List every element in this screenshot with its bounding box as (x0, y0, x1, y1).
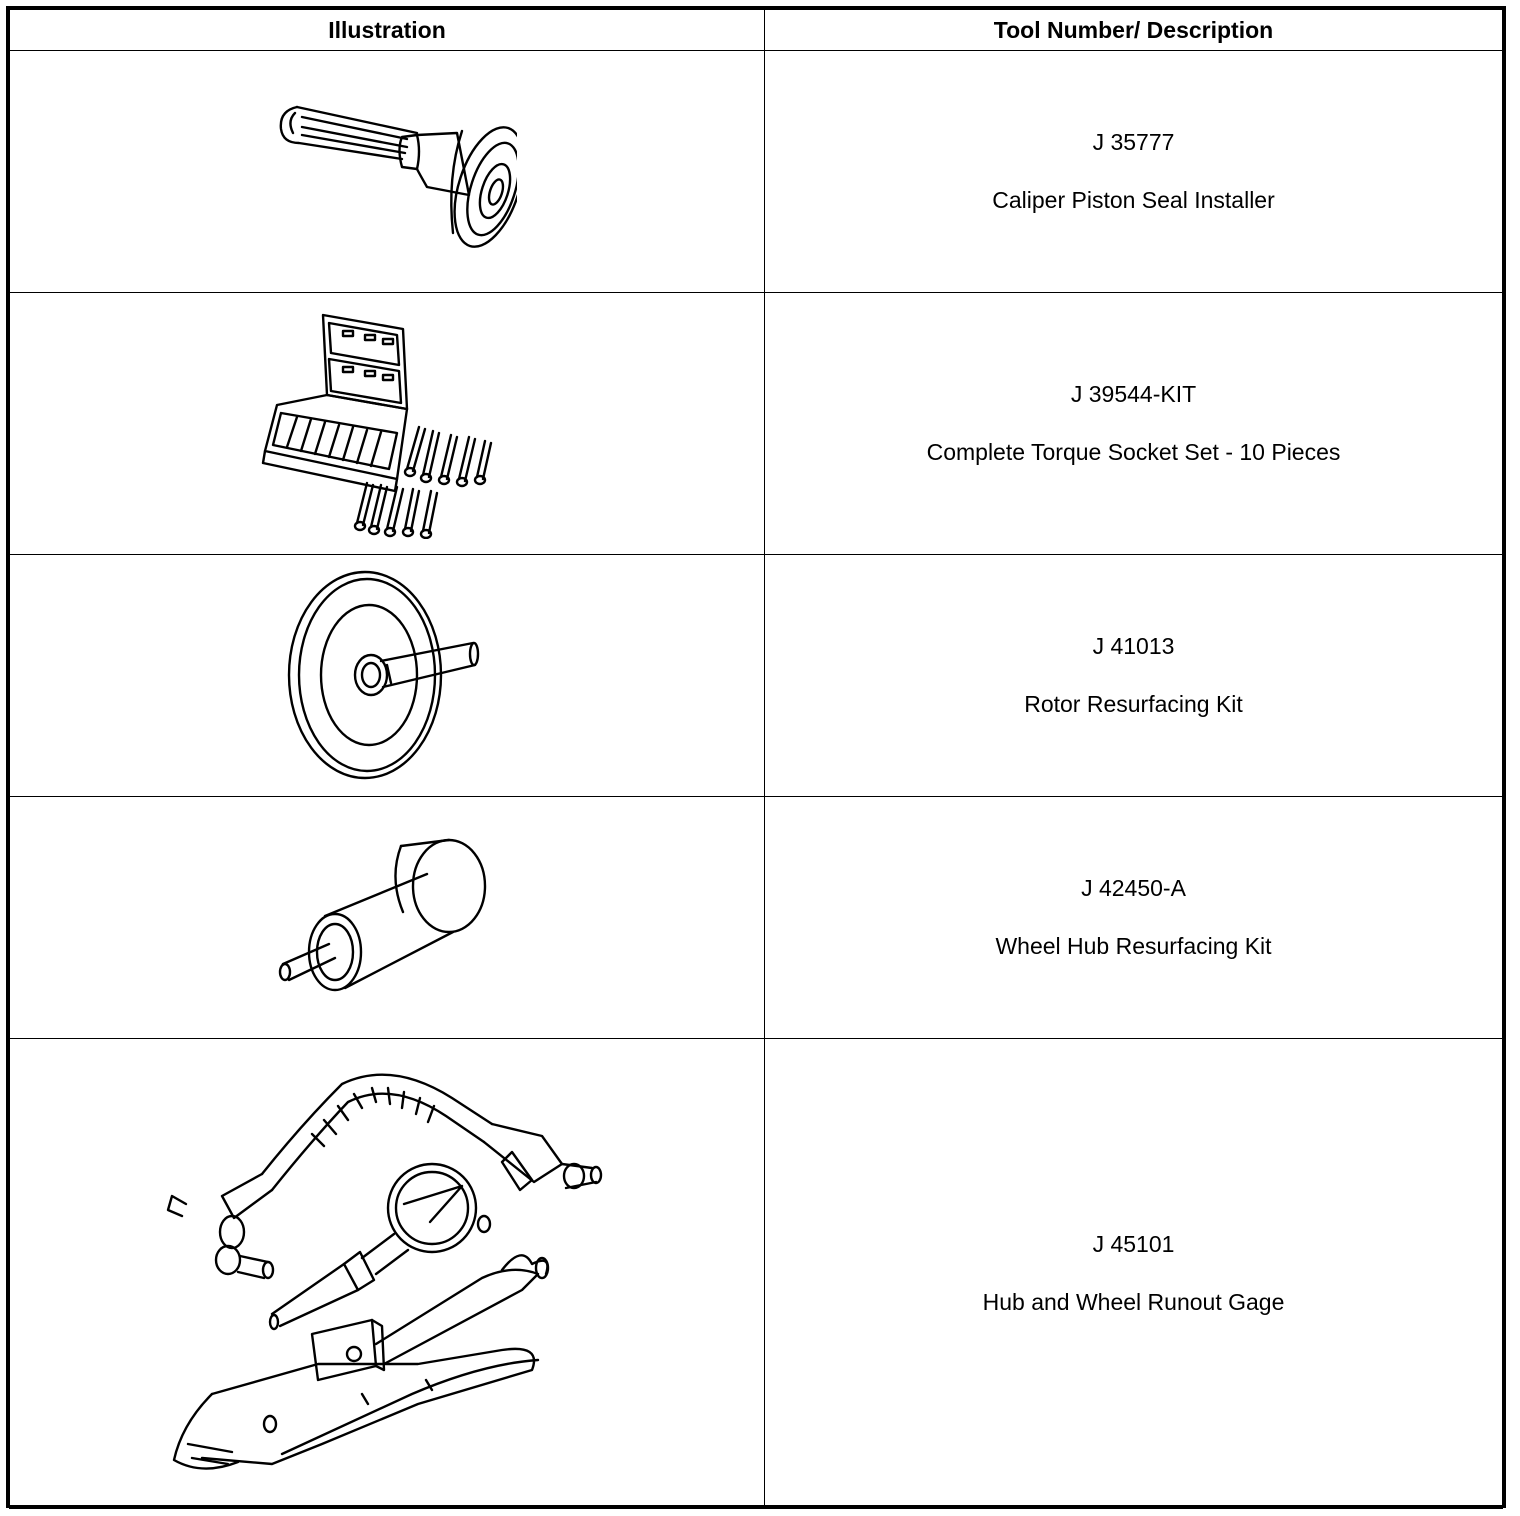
illustration-cell (10, 51, 765, 293)
tool-table (9, 9, 1503, 1509)
tool-number: J 39544-KIT (1070, 380, 1197, 407)
tool-description: Hub and Wheel Runout Gage (982, 1288, 1285, 1315)
runout-gage-icon (162, 1064, 612, 1484)
table-row (10, 1039, 1503, 1509)
seal-installer-icon (257, 77, 517, 267)
header-row (10, 10, 1503, 51)
header-illustration: Illustration (10, 10, 765, 51)
hub-resurfacing-icon (277, 838, 497, 998)
tool-number: J 45101 (1092, 1230, 1175, 1257)
illustration-cell (10, 797, 765, 1039)
socket-set-icon (257, 309, 517, 539)
tool-table-frame (6, 6, 1506, 1508)
rotor-resurfacing-icon (287, 569, 487, 783)
illustration-cell (10, 293, 765, 555)
illustration-cell (10, 555, 765, 797)
table-row (10, 51, 1503, 293)
description-cell (765, 293, 1503, 555)
tool-description: Wheel Hub Resurfacing Kit (995, 932, 1272, 959)
table-row (10, 555, 1503, 797)
header-description: Tool Number/ Description (765, 10, 1503, 51)
tool-description: Rotor Resurfacing Kit (1024, 690, 1243, 717)
description-cell (765, 555, 1503, 797)
table-row (10, 797, 1503, 1039)
illustration-cell (10, 1039, 765, 1509)
description-cell (765, 51, 1503, 293)
description-cell (765, 1039, 1503, 1509)
tool-number: J 42450-A (1081, 874, 1186, 901)
tool-description: Complete Torque Socket Set - 10 Pieces (926, 438, 1341, 465)
table-row (10, 293, 1503, 555)
tool-number: J 35777 (1092, 128, 1175, 155)
tool-number: J 41013 (1092, 632, 1175, 659)
tool-description: Caliper Piston Seal Installer (992, 186, 1275, 213)
description-cell (765, 797, 1503, 1039)
